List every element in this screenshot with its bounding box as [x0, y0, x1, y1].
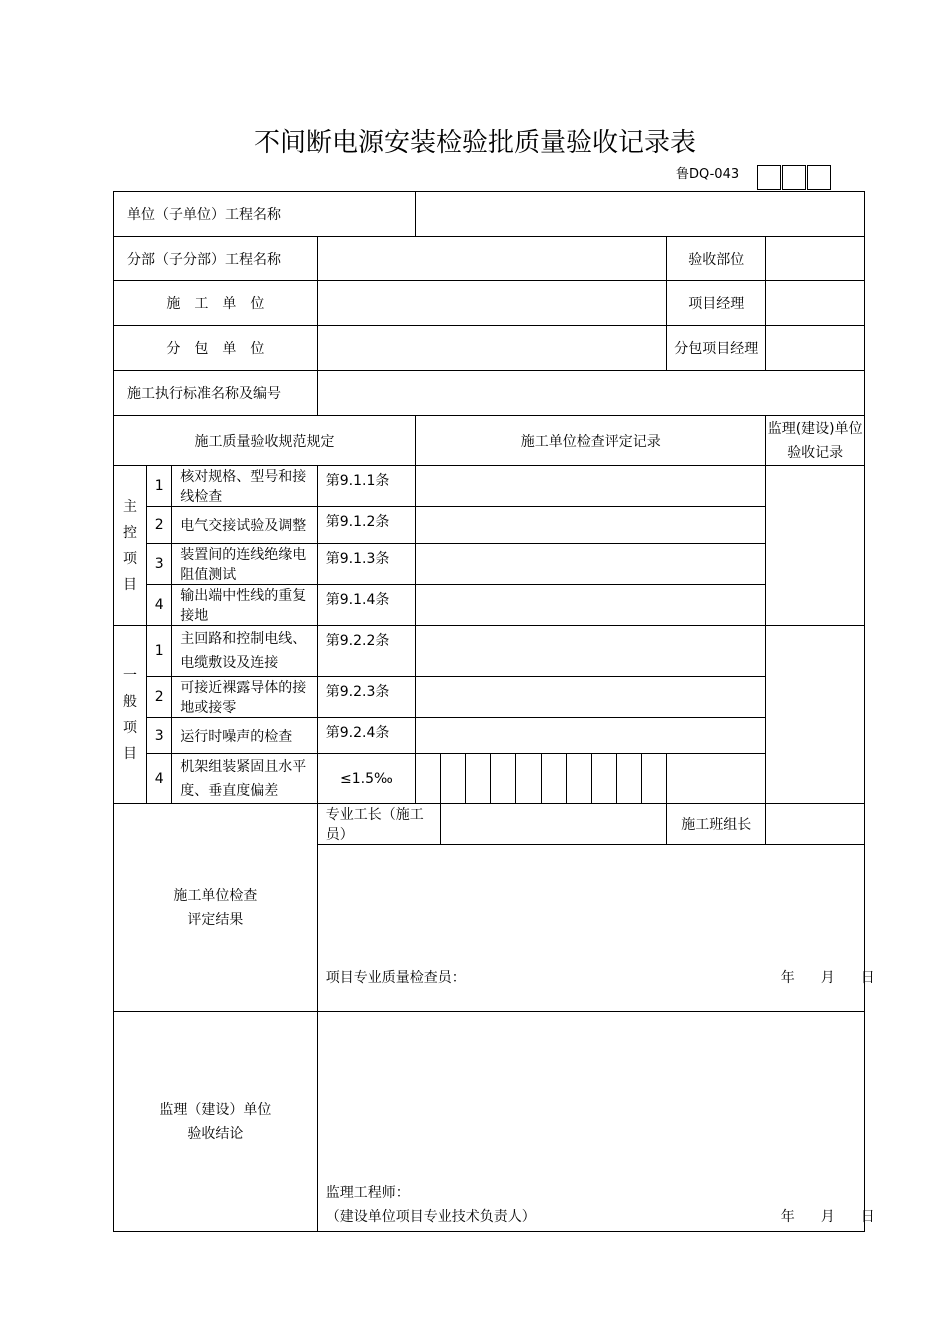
inspection-part-label: 验收部位	[667, 237, 766, 281]
construction-unit-label: 施 工 单 位	[114, 281, 318, 326]
inspection-table	[113, 191, 875, 1232]
measure-cell[interactable]	[416, 754, 441, 804]
team-leader-value[interactable]	[766, 804, 865, 845]
item-number: 2	[147, 677, 172, 718]
project-manager-value[interactable]	[766, 281, 865, 326]
item-description: 运行时噪声的检查	[172, 718, 318, 754]
page-title: 不间断电源安装检验批质量验收记录表	[253, 128, 696, 158]
item-number: 4	[147, 585, 172, 626]
code-box-1	[757, 165, 781, 190]
item-clause: 第9.2.3条	[317, 677, 415, 718]
standard-label: 施工执行标准名称及编号	[114, 371, 318, 416]
item-description: 机架组装紧固且水平度、垂直度偏差	[172, 754, 318, 804]
subcontract-unit-value[interactable]	[317, 326, 666, 371]
result-month: 月	[820, 970, 835, 986]
code-box-2	[782, 165, 806, 190]
project-manager-label: 项目经理	[667, 281, 766, 326]
item-number: 3	[147, 544, 172, 585]
measure-cell[interactable]	[667, 754, 766, 804]
result-day: 日	[860, 970, 875, 986]
measure-cell[interactable]	[641, 754, 666, 804]
inspection-part-value[interactable]	[766, 237, 865, 281]
conclusion-year: 年	[780, 1209, 795, 1225]
team-leader-label: 施工班组长	[667, 804, 766, 845]
item-description: 输出端中性线的重复接地	[172, 585, 318, 626]
item-record[interactable]	[416, 585, 766, 626]
standard-value[interactable]	[317, 371, 864, 416]
measure-cell[interactable]	[491, 754, 516, 804]
project-name-label: 单位（子单位）工程名称	[114, 192, 416, 237]
measure-cell[interactable]	[541, 754, 566, 804]
measure-cell[interactable]	[441, 754, 466, 804]
conclusion-day: 日	[860, 1209, 875, 1225]
item-clause: 第9.1.2条	[317, 507, 415, 544]
result-label: 施工单位检查 评定结果	[114, 804, 318, 1012]
engineer-label: 监理工程师：	[325, 1185, 410, 1201]
sub-manager-label: 分包项目经理	[667, 326, 766, 371]
item-clause: 第9.2.4条	[317, 718, 415, 754]
measure-cell[interactable]	[616, 754, 641, 804]
item-description: 可接近裸露导体的接地或接零	[172, 677, 318, 718]
item-record[interactable]	[416, 544, 766, 585]
item-record[interactable]	[416, 466, 766, 507]
conclusion-signature-area[interactable]	[317, 1012, 875, 1232]
item-record[interactable]	[416, 677, 766, 718]
item-number: 3	[147, 718, 172, 754]
result-signature-area[interactable]	[317, 845, 875, 1012]
item-clause: 第9.2.2条	[317, 626, 415, 677]
measure-cell[interactable]	[566, 754, 591, 804]
foreman-value[interactable]	[441, 804, 667, 845]
measure-cell[interactable]	[591, 754, 616, 804]
item-number: 4	[147, 754, 172, 804]
code-box-3	[807, 165, 831, 190]
item-record[interactable]	[416, 718, 766, 754]
item-description: 电气交接试验及调整	[172, 507, 318, 544]
general-items-group: 一 般 项 目	[114, 626, 147, 804]
result-year: 年	[780, 970, 795, 986]
item-clause: ≤1.5‰	[317, 754, 415, 804]
conclusion-label: 监理（建设）单位 验收结论	[114, 1012, 318, 1232]
owner-label: （建设单位项目专业技术负责人）	[325, 1209, 536, 1225]
item-record[interactable]	[416, 507, 766, 544]
record-header: 施工单位检查评定记录	[416, 416, 766, 466]
foreman-label: 专业工长（施工员）	[317, 804, 440, 845]
form-code: 鲁DQ-043	[676, 167, 740, 182]
measure-cell[interactable]	[516, 754, 541, 804]
project-name-value[interactable]	[416, 192, 865, 237]
spec-header: 施工质量验收规范规定	[114, 416, 416, 466]
item-clause: 第9.1.1条	[317, 466, 415, 507]
item-number: 1	[147, 466, 172, 507]
supervisor-header: 监理(建设)单位验收记录	[766, 416, 865, 466]
item-description: 主回路和控制电线、电缆敷设及连接	[172, 626, 318, 677]
construction-unit-value[interactable]	[317, 281, 666, 326]
item-number: 1	[147, 626, 172, 677]
item-description: 核对规格、型号和接线检查	[172, 466, 318, 507]
item-record[interactable]	[416, 626, 766, 677]
general-supervisor-record[interactable]	[766, 626, 865, 804]
sub-project-label: 分部（子分部）工程名称	[114, 237, 318, 281]
main-items-group: 主 控 项 目	[114, 466, 147, 626]
sub-manager-value[interactable]	[766, 326, 865, 371]
subcontract-unit-label: 分 包 单 位	[114, 326, 318, 371]
item-clause: 第9.1.4条	[317, 585, 415, 626]
inspector-label: 项目专业质量检查员：	[325, 970, 466, 986]
measure-cell[interactable]	[466, 754, 491, 804]
main-supervisor-record[interactable]	[766, 466, 865, 626]
sub-project-value[interactable]	[317, 237, 666, 281]
conclusion-month: 月	[820, 1209, 835, 1225]
item-number: 2	[147, 507, 172, 544]
item-clause: 第9.1.3条	[317, 544, 415, 585]
item-description: 装置间的连线绝缘电阻值测试	[172, 544, 318, 585]
